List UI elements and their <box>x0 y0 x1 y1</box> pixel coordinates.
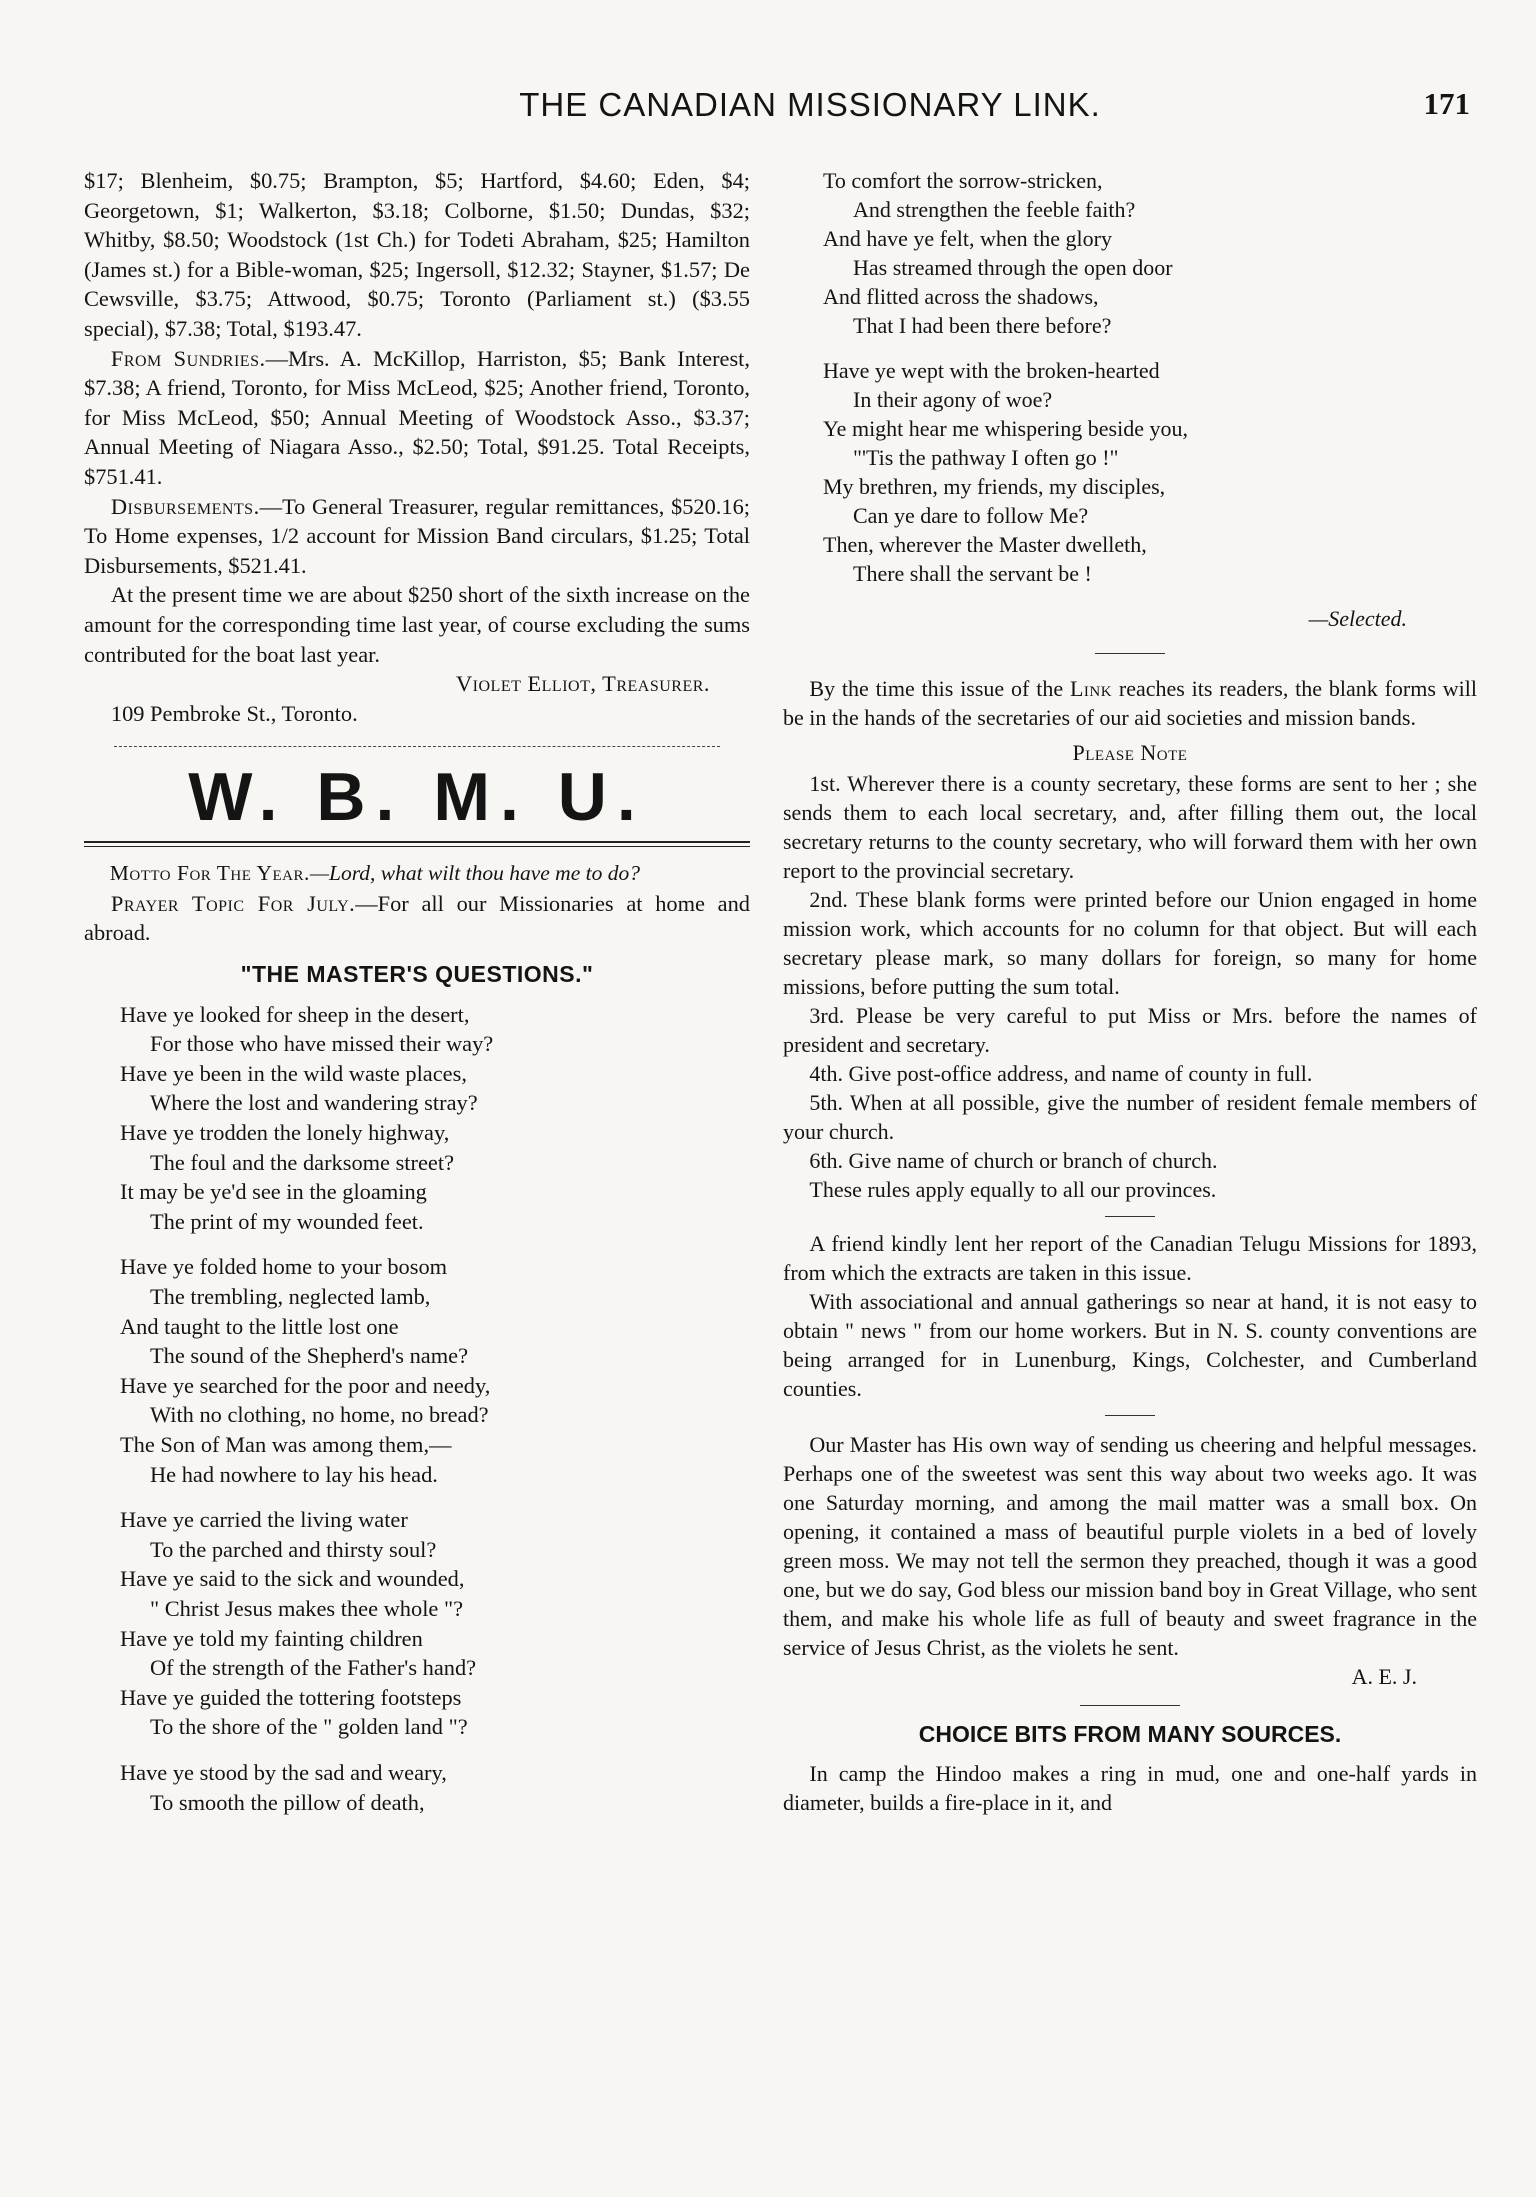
poem-stanza <box>120 1000 750 1237</box>
poem-line: Have ye stood by the sad and weary, <box>120 1759 447 1785</box>
poem-line: To the shore of the " golden land "? <box>150 1714 468 1740</box>
page-header <box>150 86 1470 136</box>
poem-line: Can ye dare to follow Me? <box>853 503 1089 528</box>
poem-line: He had nowhere to lay his head. <box>150 1461 438 1487</box>
poem-line: To comfort the sorrow-stricken, <box>823 168 1103 193</box>
poem <box>120 1000 750 1817</box>
divider <box>1105 1216 1155 1217</box>
poem-line: My brethren, my friends, my disciples, <box>823 474 1166 499</box>
disbursements-text: —To General Treasurer, regular remittances, $520.16; To Home expenses, 1/2 account for Mission Band circulars, $1.25; Total Disbursements, $521.41. <box>84 493 750 578</box>
note-item: 2nd. These blank forms were printed before our Union engaged in home mission work, which accounts for no column for that object. But will each secretary please mark, so many dollars for foreign, so many for home missions, before putting the sum total. <box>783 887 1477 999</box>
poem-line: Have ye carried the living water <box>120 1507 408 1533</box>
please-note-heading: Please Note <box>1072 740 1188 765</box>
poem-line: The trembling, neglected lamb, <box>150 1284 431 1309</box>
poem-line: " Christ Jesus makes thee whole "? <box>150 1595 464 1621</box>
poem-line: Have ye been in the wild waste places, <box>120 1060 467 1086</box>
motto-line <box>84 859 750 889</box>
disbursements-lead: Disbursements. <box>110 493 260 519</box>
poem-line: And flitted across the shadows, <box>823 284 1099 309</box>
prayer-topic <box>84 889 750 948</box>
prayer-text: —For all our Missionaries at home and abroad. <box>84 890 750 946</box>
poem-line: And strengthen the feeble faith? <box>853 197 1136 222</box>
poem-line: Have ye wept with the broken-hearted <box>823 358 1160 383</box>
poem-line: Has streamed through the open door <box>853 255 1173 280</box>
poem-continued <box>823 166 1477 588</box>
poem-stanza <box>120 1252 750 1489</box>
poem-line: Have ye folded home to your bosom <box>120 1254 448 1280</box>
notes-list <box>783 769 1477 1204</box>
poem-line: And taught to the little lost one <box>120 1313 399 1339</box>
poem-line: Of the strength of the Father's hand? <box>150 1655 477 1681</box>
treasurer-address: 109 Pembroke St., Toronto. <box>110 700 358 726</box>
sundries-paragraph <box>84 344 750 492</box>
poem-line: For those who have missed their way? <box>150 1031 494 1057</box>
sundries-lead: From Sundries. <box>110 345 266 371</box>
violets-paragraph: Our Master has His own way of sending us cheering and helpful messages. Perhaps one of the sweetest was sent this way about two weeks ago. It was one Saturday morning, and among the mail matter was a small box. On opening, it contained a mass of beautiful purple violets in a bed of lovely green moss. We may not tell the sermon they preached, though it was a good one, but we do say, God bless our mission band boy in Great Village, who sent them, and make his whole life as full of beauty and sweet fragrance in the service of Jesus Christ, as the violets he sent. <box>783 1432 1477 1660</box>
poem-line: It may be ye'd see in the gloaming <box>120 1179 427 1205</box>
poem-line: Ye might hear me whispering beside you, <box>823 416 1188 441</box>
right-column <box>783 166 1477 1817</box>
poem-line: Then, wherever the Master dwelleth, <box>823 532 1147 557</box>
poem-line: And have ye felt, when the glory <box>823 226 1112 251</box>
shortfall-paragraph: At the present time we are about $250 short of the sixth increase on the amount for the corresponding time last year, of course excluding the sums contributed for the boat last year. <box>84 582 750 667</box>
poem-stanza <box>823 166 1477 340</box>
note-item: 5th. When at all possible, give the number of resident female members of your church. <box>783 1090 1477 1144</box>
note-item: 6th. Give name of church or branch of church. <box>809 1148 1218 1173</box>
poem-line: The foul and the darksome street? <box>150 1149 455 1175</box>
choice-bits-heading: CHOICE BITS FROM MANY SOURCES. <box>918 1721 1342 1747</box>
heading-double-rule <box>84 841 750 847</box>
initials: A. E. J. <box>1351 1664 1417 1689</box>
poem-line: Have ye searched for the poor and needy, <box>120 1372 491 1398</box>
poem-stanza <box>823 356 1477 588</box>
poem-line: With no clothing, no home, no bread? <box>150 1402 489 1428</box>
poem-line: "'Tis the pathway I often go !" <box>853 445 1119 470</box>
poem-line: Have ye said to the sick and wounded, <box>120 1566 465 1592</box>
poem-line: There shall the servant be ! <box>853 561 1092 586</box>
poem-stanza <box>120 1758 750 1817</box>
poem-line: Where the lost and wandering stray? <box>150 1090 478 1116</box>
note-item: These rules apply equally to all our provinces. <box>809 1177 1217 1202</box>
note-item: 4th. Give post-office address, and name of county in full. <box>809 1061 1313 1086</box>
link-name: Link <box>1069 676 1113 701</box>
disbursements-paragraph <box>84 492 750 581</box>
poem-line: Have ye guided the tottering footsteps <box>120 1684 462 1710</box>
poem-attribution: —Selected. <box>1308 606 1407 631</box>
poem-line: Have ye told my fainting children <box>120 1625 423 1651</box>
poem-line: That I had been there before? <box>853 313 1112 338</box>
poem-line: The print of my wounded feet. <box>150 1208 424 1234</box>
poem-line: The sound of the Shepherd's name? <box>150 1343 469 1369</box>
wbmu-heading: W. B. M. U. <box>188 759 646 836</box>
poem-title: "THE MASTER'S QUESTIONS." <box>240 961 594 988</box>
section-divider <box>114 746 720 747</box>
divider <box>1105 1415 1155 1416</box>
left-column <box>84 166 750 1833</box>
treasurer-signature: Violet Elliot, Treasurer. <box>456 671 710 697</box>
poem-line: To smooth the pillow of death, <box>150 1789 425 1815</box>
page-number: 171 <box>1423 86 1470 121</box>
divider <box>1080 1705 1180 1706</box>
poem-line: The Son of Man was among them,— <box>120 1431 452 1457</box>
report-paragraph: A friend kindly lent her report of the Canadian Telugu Missions for 1893, from which the extracts are taken in this issue. <box>783 1231 1477 1285</box>
note-item: 1st. Wherever there is a county secretary, these forms are sent to her ; she sends them to each local secretary, and, after filling them out, the local secretary returns to the county secretary, who will forward them with her own report to the provincial secretary. <box>783 771 1477 883</box>
motto-lead: Motto For The Year. <box>109 861 310 886</box>
journal-title: THE CANADIAN MISSIONARY LINK. <box>519 86 1101 123</box>
divider <box>1095 653 1165 654</box>
prayer-lead: Prayer Topic For July. <box>110 890 356 916</box>
poem-stanza <box>120 1505 750 1742</box>
hindoo-paragraph: In camp the Hindoo makes a ring in mud, one and one-half yards in diameter, builds a fire-place in it, and <box>783 1761 1477 1815</box>
note-item: 3rd. Please be very careful to put Miss or Mrs. before the names of president and secretary. <box>783 1003 1477 1057</box>
news-paragraph: With associational and annual gatherings so near at hand, it is not easy to obtain " news " from our home workers. But in N. S. county conventions are being arranged for in Lunenburg, Kings, Colchester, and Cumberland counties. <box>783 1289 1477 1401</box>
poem-line: In their agony of woe? <box>853 387 1053 412</box>
poem-line: Have ye trodden the lonely highway, <box>120 1120 450 1146</box>
motto-text: —Lord, what wilt thou have me to do? <box>309 861 640 886</box>
poem-line: To the parched and thirsty soul? <box>150 1536 437 1562</box>
forms-paragraph: By the time this issue of the Link reaches its readers, the blank forms will be in the hands of the secretaries of our aid societies and mission bands. <box>783 676 1477 730</box>
poem-line: Have ye looked for sheep in the desert, <box>120 1001 470 1027</box>
receipts-paragraph: $17; Blenheim, $0.75; Brampton, $5; Hartford, $4.60; Eden, $4; Georgetown, $1; Walkerton, $3.18; Colborne, $1.50; Dundas, $32; Whitby, $8.50; Woodstock (1st Ch.) for Todeti Abraham, $25; Hamilton (James st.) for a Bible-woman, $25; Ingersoll, $12.32; Stayner, $1.57; De Cewsville, $3.75; Attwood, $0.75; Toronto (Parliament st.) ($3.55 special), $7.38; Total, $193.47. <box>84 168 750 341</box>
sundries-text: —Mrs. A. McKillop, Harriston, $5; Bank Interest, $7.38; A friend, Toronto, for Miss McLeod, $25; Another friend, Toronto, for Miss McLeod, $50; Annual Meeting of Woodstock Asso., $3.37; Annual Meeting of Niagara Asso., $2.50; Total, $91.25. Total Receipts, $751.41. <box>84 345 750 489</box>
